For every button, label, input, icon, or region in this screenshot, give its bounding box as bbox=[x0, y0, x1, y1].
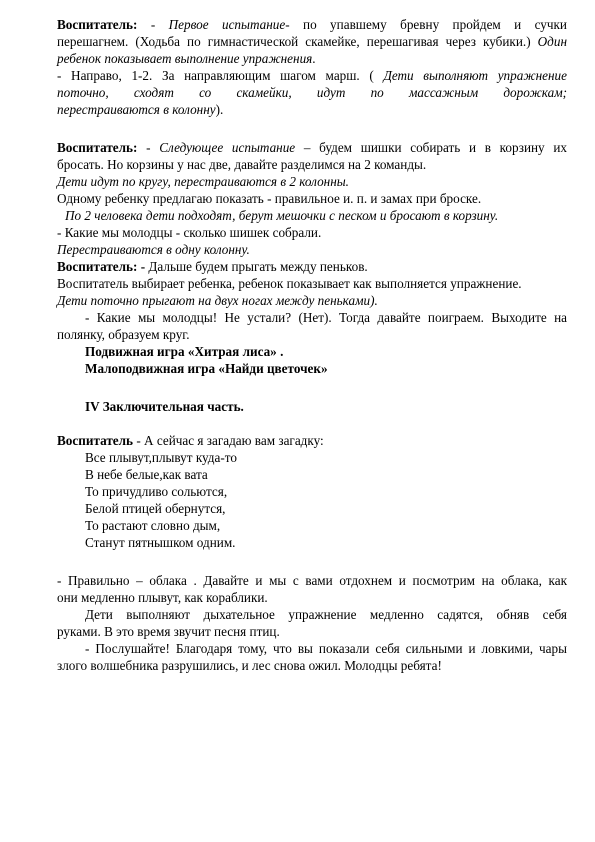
italic-text: Дети поточно прыгают на двух ногах между пеньками). bbox=[57, 293, 378, 308]
paragraph-line bbox=[57, 33, 567, 50]
paragraph-line bbox=[57, 241, 567, 258]
speaker-label: Воспитатель bbox=[57, 433, 134, 448]
paragraph-line bbox=[57, 67, 567, 84]
paragraph-line: бросать. Но корзины у нас две, давайте разделимся на 2 команды. bbox=[57, 157, 427, 172]
paragraph-line: - Какие мы молодцы! Не устали? (Нет). Тогда давайте поиграем. Выходите на bbox=[85, 310, 567, 325]
paragraph-line bbox=[57, 101, 567, 118]
text: Дальше будем прыгать между пеньков. bbox=[145, 259, 368, 274]
paragraph-line bbox=[57, 173, 567, 190]
paragraph-line: полянку, образуем круг. bbox=[57, 327, 190, 342]
paragraph-line: Одному ребенку предлагаю показать - правильное и. п. и замах при броске. bbox=[57, 191, 482, 206]
paragraph-line: злого волшебника разрушились, и лес снова ожил. Молодцы ребята! bbox=[57, 658, 442, 673]
text: . bbox=[312, 51, 316, 66]
section-heading-text: IV Заключительная часть. bbox=[85, 399, 244, 414]
text: - bbox=[137, 140, 160, 155]
speaker-label: Воспитатель: bbox=[57, 17, 138, 32]
paragraph-line bbox=[57, 207, 567, 224]
paragraph-line: Дети выполняют дыхательное упражнение медленно садятся, обняв себя bbox=[85, 607, 567, 622]
paragraph-line bbox=[57, 50, 567, 67]
italic-text: Следующее испытание bbox=[159, 140, 296, 155]
italic-text: Дети выполняют упражнение bbox=[383, 68, 567, 83]
game-title bbox=[57, 343, 567, 360]
italic-text: Перестраиваются в одну колонну. bbox=[57, 242, 250, 257]
text: по упавшему бревну пройдем и сучки bbox=[289, 17, 567, 32]
paragraph-line: - Какие мы молодцы - сколько шишек собрали. bbox=[57, 225, 322, 240]
poem-line: В небе белые,как вата bbox=[85, 467, 208, 482]
paragraph-line bbox=[57, 84, 567, 101]
text: ). bbox=[215, 102, 224, 117]
section-heading bbox=[57, 398, 567, 415]
text: - Направо, 1-2. За направляющим шагом марш. ( bbox=[57, 68, 384, 83]
italic-text: Один bbox=[537, 34, 567, 49]
game-title-text: Малоподвижная игра «Найди цветочек» bbox=[85, 361, 328, 376]
text: – будем шишки собирать и в корзину их bbox=[295, 140, 567, 155]
paragraph-line bbox=[57, 16, 567, 33]
poem-line: То растают словно дым, bbox=[85, 518, 221, 533]
italic-text: По 2 человека дети подходят, берут мешочки с песком и бросают в корзину. bbox=[65, 208, 499, 223]
paragraph-line bbox=[57, 139, 567, 156]
poem-line: Станут пятнышком одним. bbox=[85, 535, 236, 550]
italic-text: перестраиваются в колонну bbox=[57, 102, 216, 117]
text: - bbox=[137, 17, 169, 32]
text: перешагнем. (Ходьба по гимнастической скамейке, перешагивая через кубики.) bbox=[57, 34, 538, 49]
paragraph-line bbox=[57, 292, 567, 309]
paragraph-line: Воспитатель выбирает ребенка, ребенок показывает как выполняется упражнение. bbox=[57, 276, 522, 291]
paragraph-line: - Послушайте! Благодаря тому, что вы показали себя сильными и ловкими, чары bbox=[85, 641, 567, 656]
poem-line: Все плывут,плывут куда-то bbox=[85, 450, 237, 465]
poem-line: Белой птицей обернутся, bbox=[85, 501, 226, 516]
speaker-label: Воспитатель: bbox=[57, 140, 138, 155]
speaker-label: Воспитатель: - bbox=[57, 259, 146, 274]
paragraph-line: руками. В это время звучит песня птиц. bbox=[57, 624, 280, 639]
game-title bbox=[57, 360, 567, 377]
italic-text: Первое испытание- bbox=[168, 17, 290, 32]
text: - А сейчас я загадаю вам загадку: bbox=[133, 433, 324, 448]
poem-line: То причудливо сольются, bbox=[85, 484, 228, 499]
italic-text: Дети идут по кругу, перестраиваются в 2 колонны. bbox=[57, 174, 349, 189]
document-page bbox=[57, 8, 567, 674]
italic-text: ребенок показывает выполнение упражнения bbox=[57, 51, 313, 66]
paragraph-line: они медленно плывут, как кораблики. bbox=[57, 590, 268, 605]
italic-text: поточно, сходят со скамейки, идут по массажным дорожкам; bbox=[57, 85, 567, 100]
paragraph-line: - Правильно – облака . Давайте и мы с вами отдохнем и посмотрим на облака, как bbox=[57, 573, 567, 588]
paragraph-line bbox=[57, 258, 567, 275]
paragraph-line bbox=[57, 432, 567, 449]
game-title-text: Подвижная игра «Хитрая лиса» . bbox=[85, 344, 284, 359]
